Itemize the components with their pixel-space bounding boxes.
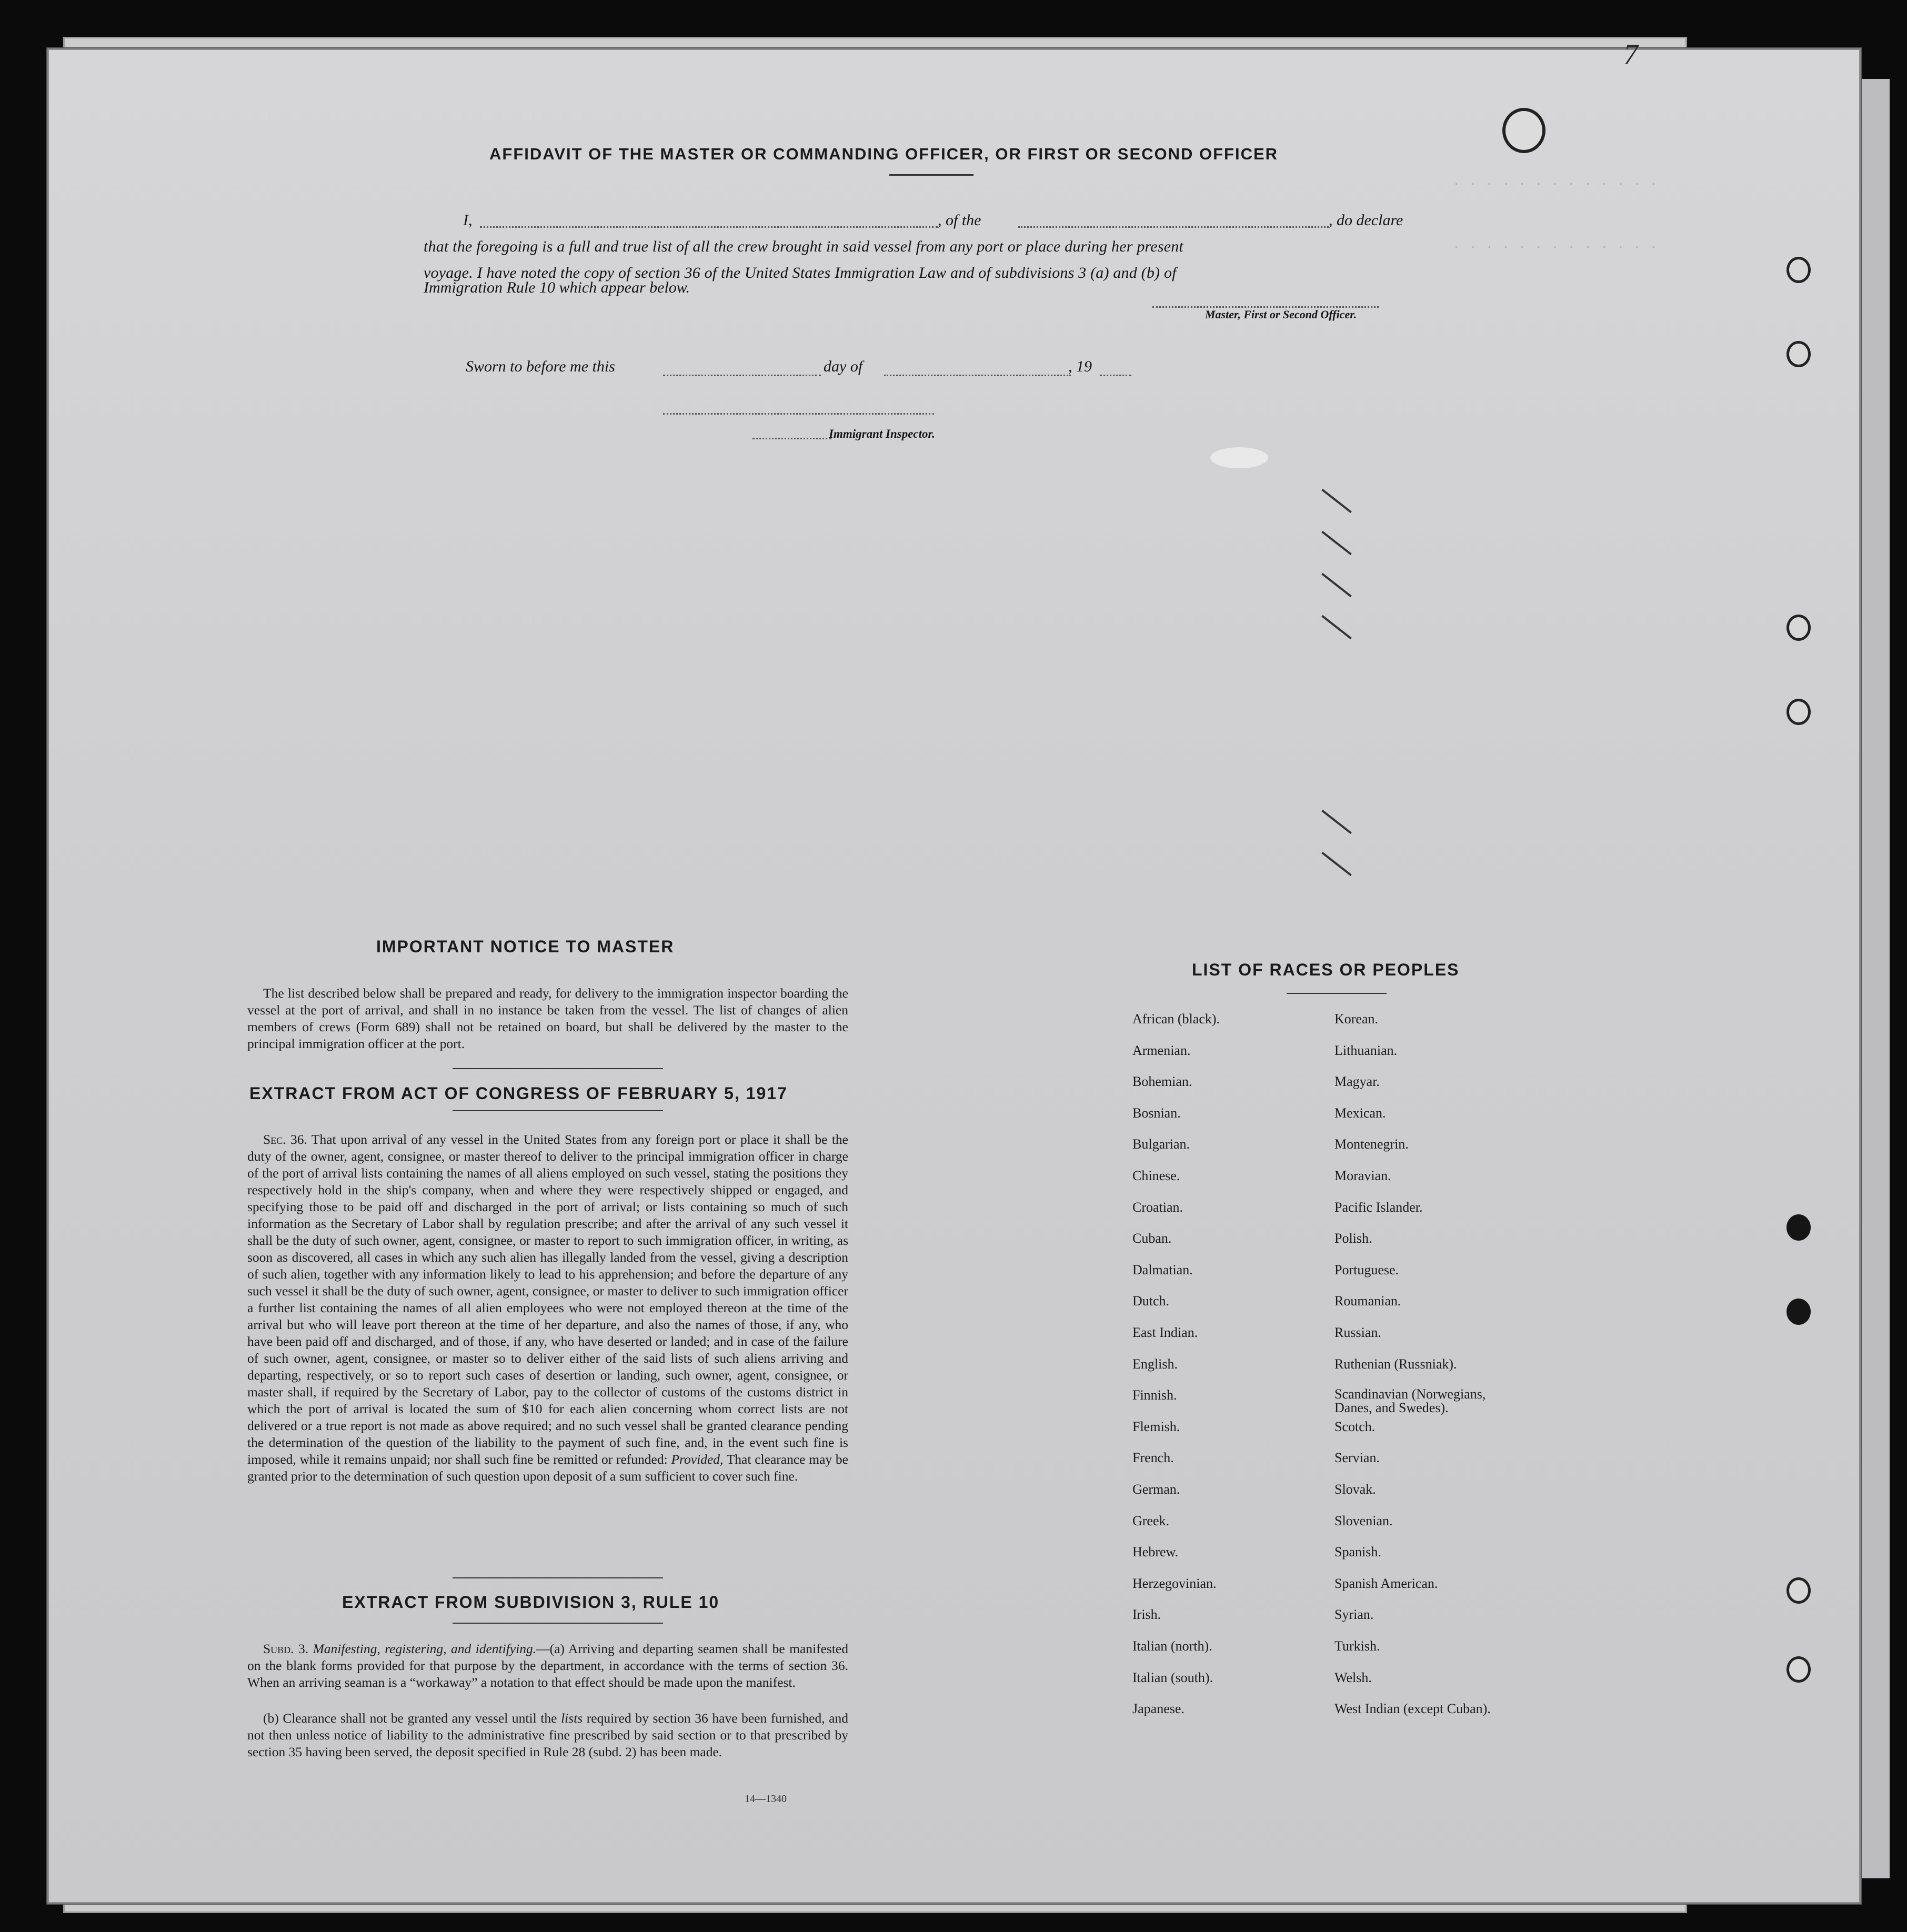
proviso-label: Provided, <box>671 1452 724 1467</box>
race-item: English. <box>1132 1356 1178 1372</box>
race-item: Flemish. <box>1132 1418 1180 1434</box>
divider <box>1287 993 1387 994</box>
race-item: Ruthenian (Russniak). <box>1334 1356 1457 1372</box>
name-blank[interactable] <box>480 226 938 228</box>
vessel-blank[interactable] <box>1018 226 1329 228</box>
para-b-prefix: (b) Clearance shall not be granted any vessel until the <box>263 1710 557 1726</box>
race-item: Finnish. <box>1132 1387 1177 1403</box>
race-item: Pacific Islander. <box>1334 1199 1423 1215</box>
divider <box>453 1068 663 1069</box>
para-b-lists: lists <box>561 1710 583 1726</box>
race-item: German. <box>1132 1482 1180 1497</box>
rule-title: EXTRACT FROM SUBDIVISION 3, RULE 10 <box>342 1593 720 1612</box>
act-body: That upon arrival of any vessel in the United States from any foreign port or place it shall be the duty of the owner, agent, consignee, or master thereof to deliver to the principal immigration officer in charge of the port of arrival lists containing the names of all aliens employed on such vessel, stating the positions they respectively hold in the ship's company, when and where they were respectively shipped or engaged, and specifying those to be paid off and discharged in the port of arrival; or lists containing so much of such information as the Secretary of Labor shall by regulation prescribe; and after the arrival of any such vessel it shall be the duty of such owner, agent, consignee, or master to report to such immigration officer, in writing, as soon as discovered, all cases in which any such alien has illegally landed from the vessel, giving a description of such alien, together with any information likely to lead to his apprehension; and before the departure of any such vessel it shall be the duty of such owner, agent, consignee, or master to deliver to such immigration officer a further list containing the names of all alien employees who were not employed thereon at the time of the arrival but who will leave port thereon at the time of her departure, and also the names of those, if any, who have been paid off and discharged, and of those, if any, who have deserted or landed; and in case of the failure of such owner, agent, consignee, or master so to deliver either of the said lists of such aliens arriving and departing, respectively, or so to report such cases of desertion or landing, such owner, agent, consignee, or master shall, if required by the Secretary of Labor, pay to the collector of customs of the customs district in which the port of arrival is located the sum of $10 for each alien concerning whom correct lists are not delivered or a true report is not made as above required; and no such vessel shall be granted clearance pending the determination of the question of the liability to the payment of such fine, and, in the event such fine is imposed, while it remains unpaid; nor shall such fine be remitted or refunded: <box>247 1132 849 1467</box>
race-item: Herzegovinian. <box>1132 1575 1217 1591</box>
race-item: Polish. <box>1334 1231 1372 1246</box>
race-item: Lithuanian. <box>1334 1042 1398 1058</box>
race-item: Portuguese. <box>1334 1262 1399 1277</box>
race-item: Servian. <box>1334 1450 1380 1466</box>
inspector-blank[interactable] <box>663 413 934 415</box>
race-item: Armenian. <box>1132 1042 1191 1058</box>
race-item: Slovak. <box>1334 1482 1376 1497</box>
rule-para-a <box>247 1641 848 1691</box>
race-item: Spanish American. <box>1334 1575 1438 1591</box>
race-item: Roumanian. <box>1334 1293 1401 1309</box>
race-item: Turkish. <box>1334 1638 1380 1654</box>
races-title: LIST OF RACES OR PEOPLES <box>1192 960 1460 979</box>
race-item: Scandinavian (Norwegians, Danes, and Swedes). <box>1334 1386 1486 1416</box>
affidavit-declare: , do declare <box>1329 212 1403 229</box>
race-item: Italian (south). <box>1132 1669 1213 1685</box>
race-item: Spanish. <box>1334 1544 1381 1560</box>
affidavit-line4: Immigration Rule 10 which appear below. <box>424 279 690 296</box>
para-b-rest: required by section 36 have been furnished, and not then unless notice of liability to the administrative fine prescribed by said section or to that prescribed by section 35 having been served, the deposit specified in Rule 28 (subd. 2) has been made. <box>247 1710 848 1759</box>
affidavit-line2: that the foregoing is a full and true list of all the crew brought in said vessel from any port or place during her present <box>424 238 1183 255</box>
race-item: Dalmatian. <box>1132 1262 1193 1277</box>
divider <box>889 174 973 176</box>
race-item: Irish. <box>1132 1607 1161 1623</box>
pencil-circle-mark <box>1502 108 1545 153</box>
sworn-prefix: Sworn to before me this <box>466 358 615 375</box>
race-item: Italian (north). <box>1132 1638 1212 1654</box>
race-item: Scotch. <box>1334 1418 1376 1434</box>
inspector-label: Immigrant Inspector. <box>829 427 935 440</box>
act-title: EXTRACT FROM ACT OF CONGRESS OF FEBRUARY 5, 1917 <box>249 1084 788 1103</box>
race-item: French. <box>1132 1450 1174 1466</box>
divider <box>453 1577 663 1578</box>
binder-hole-icon <box>1786 1214 1811 1241</box>
divider <box>453 1110 663 1111</box>
sworn-day-blank[interactable] <box>663 375 821 376</box>
race-item: Cuban. <box>1132 1231 1172 1246</box>
paper-stain <box>1210 447 1268 468</box>
affidavit-of-the: , of the <box>938 212 981 229</box>
race-item: Greek. <box>1132 1513 1170 1528</box>
race-item: Welsh. <box>1334 1669 1372 1685</box>
signature-label: Master, First or Second Officer. <box>1205 308 1357 321</box>
proviso-text: That clearance may be granted prior to the determination of such question upon deposit of a sum sufficient to cover such fine. <box>247 1452 848 1484</box>
race-item: Syrian. <box>1334 1607 1374 1623</box>
race-item: Dutch. <box>1132 1293 1170 1309</box>
race-item: Mexican. <box>1334 1105 1386 1121</box>
document-page <box>47 48 1861 1904</box>
affidavit-line3: voyage. I have noted the copy of section 36 of the United States Immigration Law and of subdivisions 3 (a) and (b) of <box>424 264 1177 281</box>
para-a-text: —(a) Arriving and departing seamen shall be manifested on the blank forms provided for that purpose by the department, in accordance with the terms of section 36. When an arriving seaman is a “workaway” a notation to that effect should be made upon the manifest. <box>247 1641 848 1690</box>
binder-hole-icon <box>1786 615 1811 641</box>
binder-hole-icon <box>1786 1656 1811 1683</box>
sworn-month-blank[interactable] <box>884 375 1071 376</box>
form-code: 14—1340 <box>745 1793 787 1805</box>
bleed-through-text: · · · · · · · · · · · · · <box>1452 239 1658 255</box>
race-item: Korean. <box>1334 1011 1379 1027</box>
section-label: Sec. 36. <box>263 1132 307 1147</box>
binder-hole-icon <box>1786 341 1811 367</box>
race-item: Montenegrin. <box>1334 1136 1409 1152</box>
affidavit-i: I, <box>463 212 473 229</box>
race-item: Hebrew. <box>1132 1544 1179 1560</box>
race-item: Magyar. <box>1334 1074 1380 1090</box>
race-item: West Indian (except Cuban). <box>1334 1701 1491 1717</box>
act-text <box>247 1131 848 1485</box>
binder-hole-icon <box>1786 1299 1811 1325</box>
race-item: Bosnian. <box>1132 1105 1181 1121</box>
rule-para-b <box>247 1710 848 1760</box>
race-item: East Indian. <box>1132 1325 1198 1340</box>
race-item: Japanese. <box>1132 1701 1185 1717</box>
race-item: Croatian. <box>1132 1199 1183 1215</box>
sworn-year-blank[interactable] <box>1100 375 1131 376</box>
bleed-through-text: · · · · · · · · · · · · · <box>1452 176 1658 192</box>
race-item: African (black). <box>1132 1011 1220 1027</box>
binder-hole-icon <box>1786 257 1811 283</box>
race-item: Slovenian. <box>1334 1513 1393 1528</box>
race-item: Chinese. <box>1132 1168 1180 1183</box>
binder-hole-icon <box>1786 1577 1811 1604</box>
inspector-lead <box>752 438 831 439</box>
sworn-year: , 19 <box>1068 358 1092 375</box>
divider <box>453 1623 663 1624</box>
subd-label: Subd. 3. <box>263 1641 309 1656</box>
sheet-number: 7 <box>1623 38 1638 71</box>
race-item: Bulgarian. <box>1132 1136 1190 1152</box>
notice-text: The list described below shall be prepared and ready, for delivery to the immigration inspector boarding the vessel at the port of arrival, and shall in no instance be taken from the vessel. The list of changes of alien members of crews (Form 689) shall not be retained on board, but shall be delivered by the master to the principal immigration officer at the port. <box>247 985 848 1051</box>
affidavit-title: AFFIDAVIT OF THE MASTER OR COMMANDING OFFICER, OR FIRST OR SECOND OFFICER <box>489 145 1279 163</box>
race-item: Russian. <box>1334 1325 1381 1340</box>
race-item: Bohemian. <box>1132 1074 1192 1090</box>
binder-hole-icon <box>1786 699 1811 725</box>
subd-heading: Manifesting, registering, and identifying. <box>313 1641 537 1656</box>
notice-title: IMPORTANT NOTICE TO MASTER <box>376 937 675 956</box>
race-item: Moravian. <box>1334 1168 1391 1183</box>
sworn-day: day of <box>824 358 863 375</box>
